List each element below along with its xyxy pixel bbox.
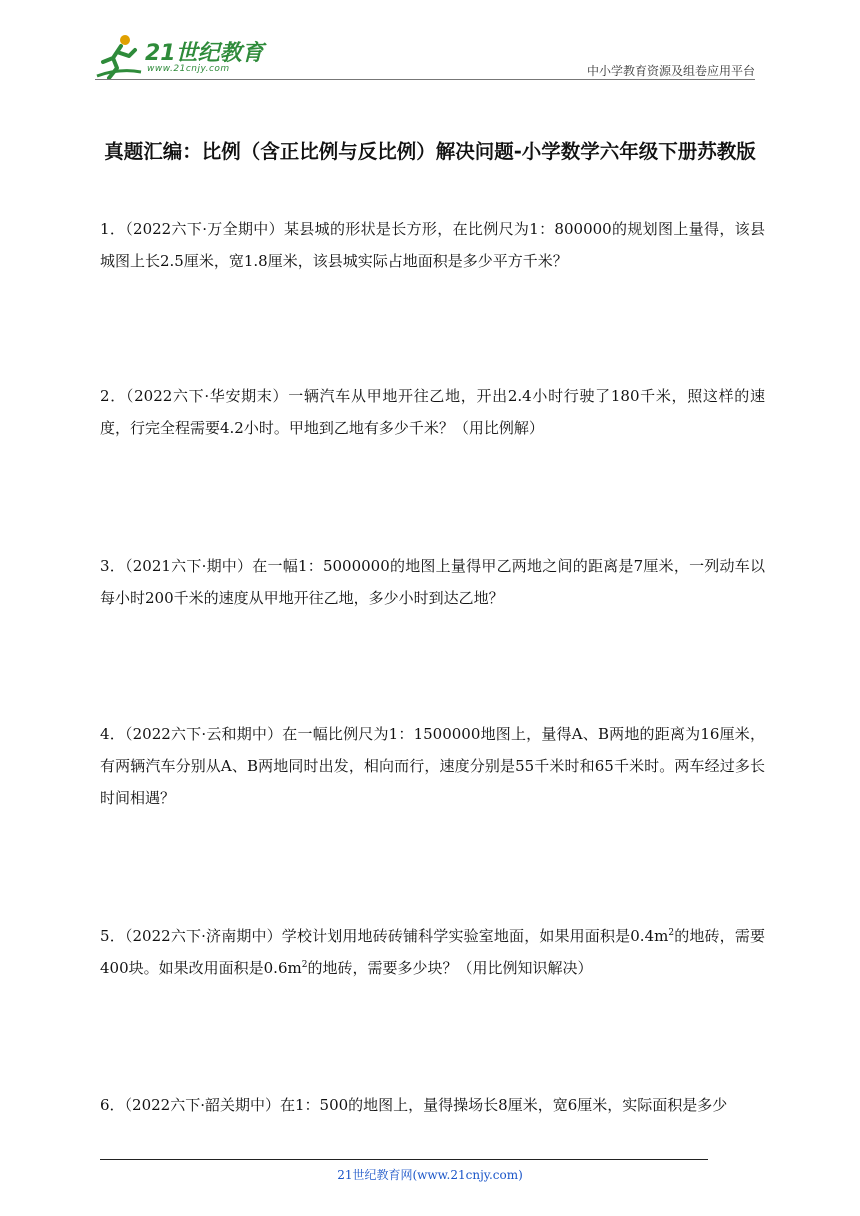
- runner-logo-icon: [95, 32, 143, 80]
- page-header: [95, 30, 755, 82]
- question-5: [100, 920, 765, 984]
- question-4: 4．（2022六下·云和期中）在一幅比例尺为1：1500000地图上，量得A、B两地的距离为16厘米，有两辆汽车分别从A、B两地同时出发，相向而行，速度分别是55千米时和65千米时。两车经过多长时间相遇？: [100, 725, 765, 807]
- question-5-part2: 的地砖，需要400块。如果改用面积是0.6m: [100, 927, 765, 977]
- page-title: 真题汇编：比例（含正比例与反比例）解决问题-小学数学六年级下册苏教版: [104, 140, 756, 163]
- question-3: 3．（2021六下·期中）在一幅1：5000000的地图上量得甲乙两地之间的距离是7厘米，一列动车以每小时200千米的速度从甲地开往乙地，多少小时到达乙地？: [100, 557, 765, 607]
- question-2: 2．（2022六下·华安期末）一辆汽车从甲地开往乙地，开出2.4小时行驶了180千米，照这样的速度，行完全程需要4.2小时。甲地到乙地有多少千米？（用比例解）: [100, 387, 765, 437]
- header-divider: [95, 79, 755, 80]
- footer-divider: [100, 1159, 708, 1160]
- header-platform-text: 中小学教育资源及组卷应用平台: [586, 64, 755, 78]
- logo: [95, 30, 265, 82]
- question-5-part1: 5．（2022六下·济南期中）学校计划用地砖砖铺科学实验室地面，如果用面积是0.4m: [100, 927, 669, 945]
- question-1: 1．（2022六下·万全期中）某县城的形状是长方形，在比例尺为1：800000的规划图上量得，该县城图上长2.5厘米，宽1.8厘米，该县城实际占地面积是多少平方千米？: [100, 220, 765, 270]
- superscript: 2: [668, 928, 675, 938]
- footer-link[interactable]: 21世纪教育网(www.21cnjy.com): [337, 1168, 523, 1182]
- superscript: 2: [301, 960, 308, 970]
- question-6: 6．（2022六下·韶关期中）在1：500的地图上，量得操场长8厘米，宽6厘米，实际面积是多少: [100, 1096, 728, 1114]
- logo-url: www.21cnjy.com: [147, 64, 230, 74]
- logo-text: 21世纪教育: [145, 41, 264, 66]
- question-5-part3: 的地砖，需要多少块？（用比例知识解决）: [307, 959, 593, 977]
